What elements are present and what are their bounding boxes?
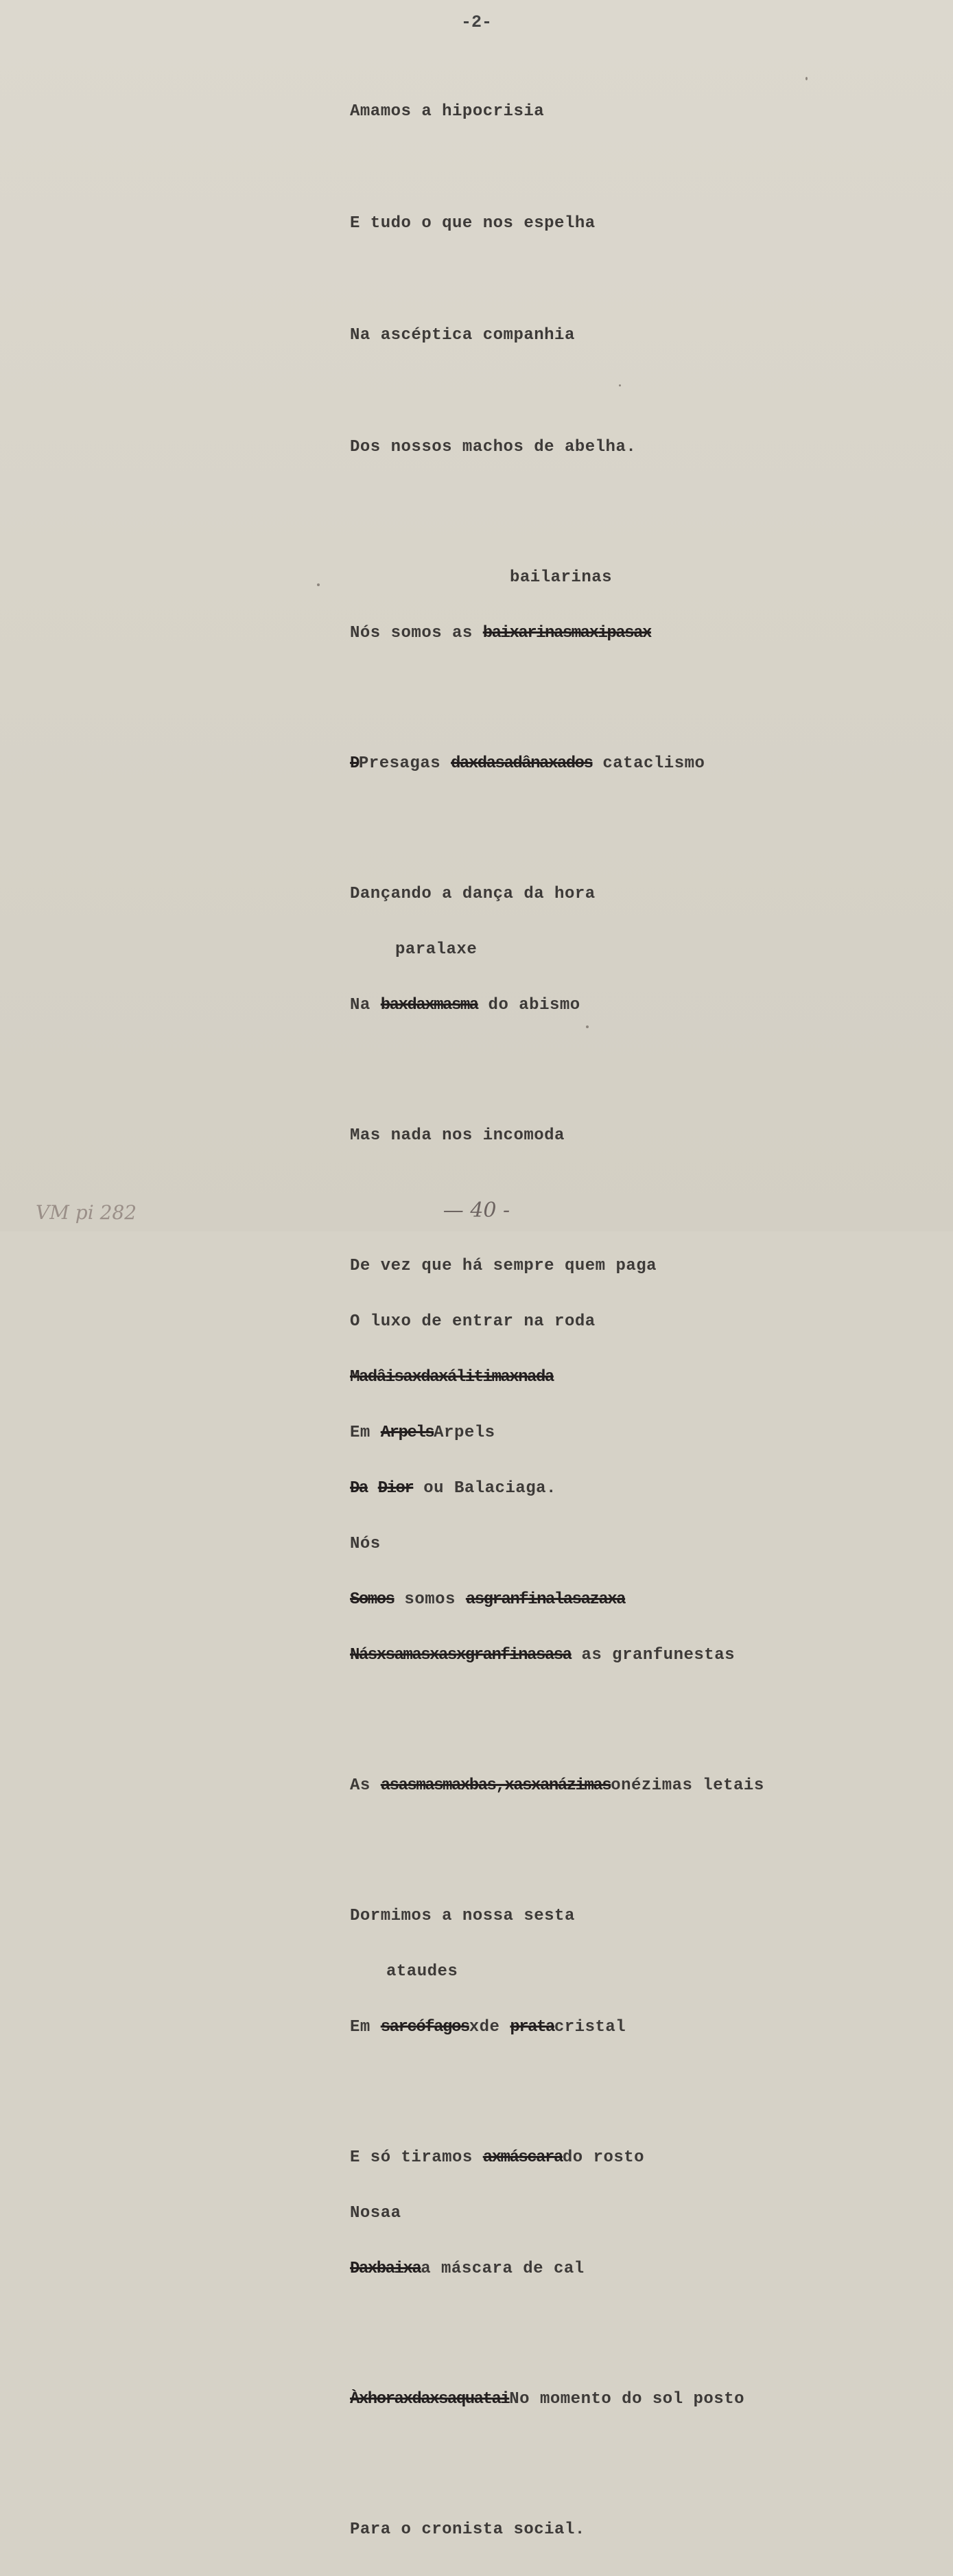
poem-line: Dormimos a nossa sesta bbox=[350, 1907, 575, 1925]
poem-line: Násxsamasxasxgranfinasasa as granfunestas bbox=[350, 1646, 735, 1664]
poem-line: Da Dior ou Balaciaga. bbox=[350, 1479, 556, 1498]
poem-line: Para o cronista social. bbox=[350, 2520, 585, 2539]
poem-line: E tudo o que nos espelha bbox=[350, 214, 596, 233]
folio-number: — 40 - bbox=[443, 1198, 510, 1222]
poem-line: E só tiramos axmáscarado rosto bbox=[350, 2148, 645, 2167]
poem-line: O luxo de entrar na roda bbox=[350, 1312, 596, 1331]
struck-text: daxdasadânaxados bbox=[451, 754, 593, 773]
page-number: -2- bbox=[460, 12, 492, 32]
paper-speck bbox=[586, 1025, 589, 1028]
struck-text: baxdaxmasma bbox=[380, 996, 478, 1014]
struck-text: asasmasmaxbas,xasxanázimas bbox=[380, 1776, 611, 1795]
poem-line: Dançando a dança da hora bbox=[350, 885, 596, 903]
poem-line: Nós somos as baixarinasmaxipasax bbox=[350, 624, 651, 642]
struck-text: Somos bbox=[350, 1590, 395, 1609]
struck-text: Arpels bbox=[380, 1424, 434, 1442]
typed-insertion: ataudes bbox=[386, 1962, 458, 1981]
poem-body bbox=[350, 47, 940, 2576]
struck-text: Dior bbox=[377, 1479, 414, 1498]
typed-insertion: bailarinas bbox=[510, 568, 613, 587]
struck-text: D bbox=[350, 754, 359, 773]
paper-speck bbox=[805, 77, 808, 80]
poem-line: As asasmasmaxbas,xasxanázimasonézimas letais bbox=[350, 1776, 764, 1795]
struck-text: Da bbox=[350, 1479, 368, 1498]
poem-line: De vez que há sempre quem paga bbox=[350, 1257, 657, 1275]
poem-line: Na baxdaxmasma do abismo bbox=[350, 996, 580, 1014]
struck-text: asgranfinalasazaxa bbox=[465, 1590, 626, 1609]
poem-line: Em sarcófagosxde pratacristal bbox=[350, 2018, 626, 2037]
poem-line-insert bbox=[350, 568, 940, 587]
struck-text: Àxhoraxdaxsaquatai bbox=[350, 2390, 510, 2409]
struck-text: Násxsamasxasxgranfinasasa bbox=[350, 1646, 572, 1664]
struck-text: Daxbaixa bbox=[350, 2260, 421, 2278]
poem-line: Nosaa bbox=[350, 2204, 401, 2223]
poem-line: ÀxhoraxdaxsaquataiNo momento do sol posto bbox=[350, 2390, 745, 2409]
poem-line: DPresagas daxdasadânaxados cataclismo bbox=[350, 754, 705, 773]
poem-line: Dos nossos machos de abelha. bbox=[350, 438, 637, 456]
struck-text: prata bbox=[510, 2018, 554, 2037]
poem-line: Nós bbox=[350, 1535, 381, 1553]
struck-text: baixarinasmaxipasax bbox=[482, 624, 651, 642]
struck-text: axmáscara bbox=[482, 2148, 563, 2167]
paper-speck bbox=[619, 384, 621, 386]
struck-text: sarcófagos bbox=[380, 2018, 469, 2037]
paper-speck bbox=[317, 583, 320, 586]
typed-insertion: paralaxe bbox=[395, 940, 478, 959]
poem-line bbox=[350, 1368, 940, 1386]
poem-line: Somos somos asgranfinalasazaxa bbox=[350, 1590, 626, 1609]
poem-line-insert bbox=[350, 940, 940, 959]
poem-line-insert bbox=[350, 1962, 940, 1981]
poem-line: Amamos a hipocrisia bbox=[350, 102, 545, 121]
poem-line: Mas nada nos incomoda bbox=[350, 1126, 565, 1145]
archive-reference-note: VM pi 282 bbox=[36, 1201, 137, 1224]
struck-text: Madâisaxdaxálitimaxnada bbox=[350, 1368, 554, 1386]
poem-line: Em ArpelsArpels bbox=[350, 1424, 495, 1442]
poem-line: Na ascéptica companhia bbox=[350, 326, 575, 345]
poem-line: Daxbaixaa máscara de cal bbox=[350, 2260, 585, 2278]
